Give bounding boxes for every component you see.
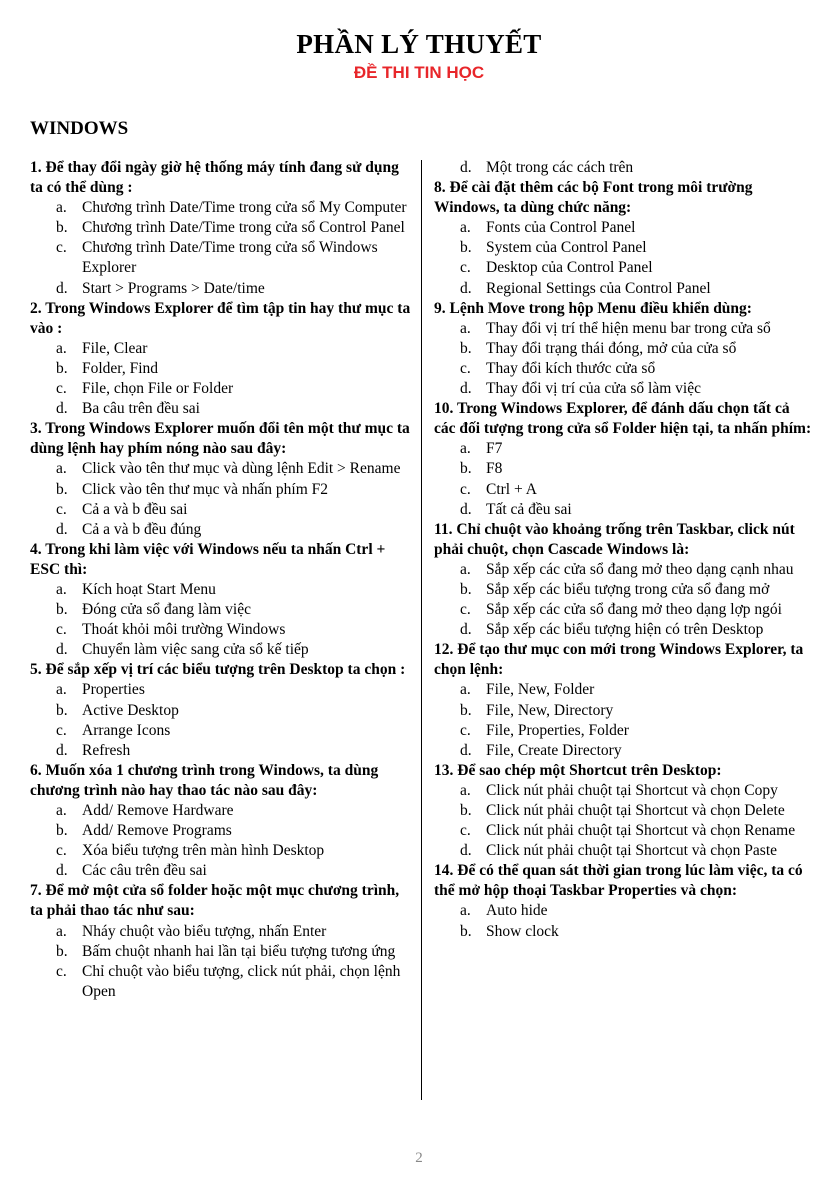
option-text: Tất cả đều sai [486, 500, 572, 518]
answer-option [30, 721, 415, 741]
answer-option [434, 258, 814, 278]
option-text: Click vào tên thư mục và dùng lệnh Edit > Rename [82, 460, 401, 478]
option-label: d. [56, 862, 68, 880]
option-label: a. [56, 922, 67, 940]
option-text: Các câu trên đều sai [82, 862, 207, 880]
option-label: d. [460, 380, 472, 398]
option-label: c. [460, 480, 471, 498]
left-column [30, 158, 415, 1002]
question-text: 5. Để sắp xếp vị trí các biểu tượng trên Desktop ta chọn : [30, 661, 406, 679]
answer-option [434, 279, 814, 299]
option-text: File, New, Directory [486, 701, 614, 719]
answer-option [30, 399, 415, 419]
answer-option [434, 801, 814, 821]
answer-option [30, 680, 415, 700]
right-column [434, 158, 814, 942]
option-label: d. [460, 279, 472, 297]
option-text: Properties [82, 681, 145, 699]
option-label: c. [56, 721, 67, 739]
option-label: d. [56, 741, 68, 759]
answer-option [434, 922, 814, 942]
option-label: a. [460, 219, 471, 237]
option-text: Start > Programs > Date/time [82, 279, 265, 297]
option-text: Sắp xếp các biểu tượng hiện có trên Desktop [486, 621, 764, 639]
answer-option [30, 339, 415, 359]
option-label: b. [460, 922, 472, 940]
option-label: c. [56, 380, 67, 398]
option-label: b. [460, 802, 472, 819]
option-label: b. [460, 580, 472, 598]
answer-option [434, 721, 814, 741]
answer-option [30, 520, 415, 540]
option-label: d. [460, 500, 472, 518]
option-text: Cả a và b đều sai [82, 500, 188, 518]
option-text: Add/ Remove Programs [82, 822, 232, 840]
option-text: File, chọn File or Folder [82, 380, 234, 398]
option-text: Xóa biểu tượng trên màn hình Desktop [82, 842, 325, 860]
question-text: 2. Trong Windows Explorer để tìm tập tin hay thư mục ta vào : [30, 299, 411, 337]
answer-option [30, 801, 415, 821]
answer-option [30, 600, 415, 620]
question-text: 12. Để tạo thư mục con mới trong Windows Explorer, ta chọn lệnh: [434, 641, 804, 679]
answer-option [30, 942, 415, 962]
option-label: a. [460, 319, 471, 337]
option-text: Thoát khỏi môi trường Windows [82, 621, 286, 639]
answer-option [434, 359, 814, 379]
answer-option [434, 500, 814, 520]
option-label: d. [460, 159, 472, 176]
answer-option [30, 962, 415, 1002]
option-label: a. [56, 802, 67, 819]
option-text: Ctrl + A [486, 480, 537, 498]
question-text: 1. Để thay đổi ngày giờ hệ thống máy tính đang sử dụng ta có thể dùng : [30, 159, 399, 197]
question-text: 9. Lệnh Move trong hộp Menu điều khiển dùng: [434, 299, 752, 317]
answer-option [30, 459, 415, 479]
option-label: b. [56, 219, 68, 237]
question-text: 14. Để có thể quan sát thời gian trong lúc làm việc, ta có thể mở hộp thoại Taskbar Properties và chọn: [434, 862, 803, 900]
option-text: Click nút phải chuột tại Shortcut và chọn Delete [486, 802, 785, 819]
option-label: c. [460, 259, 471, 277]
option-label: a. [56, 580, 67, 598]
option-text: Thay đổi vị trí thể hiện menu bar trong cửa sổ [486, 319, 771, 337]
option-label: c. [460, 359, 471, 377]
option-label: c. [460, 721, 471, 739]
question-text: 10. Trong Windows Explorer, để đánh dấu chọn tất cả các đối tượng trong cửa sổ Folder hiện tại, ta nhấn phím: [434, 400, 812, 438]
option-label: b. [56, 359, 68, 377]
option-label: a. [460, 781, 471, 799]
question-text: 7. Để mở một cửa sổ folder hoặc một mục chương trình, ta phải thao tác như sau: [30, 882, 400, 920]
option-label: c. [56, 621, 67, 639]
option-text: Desktop của Control Panel [486, 259, 653, 277]
option-text: Active Desktop [82, 701, 179, 719]
option-text: Ba câu trên đều sai [82, 400, 200, 418]
option-label: b. [56, 942, 68, 960]
option-text: Fonts của Control Panel [486, 219, 636, 237]
question-text: 4. Trong khi làm việc với Windows nếu ta nhấn Ctrl + ESC thì: [30, 540, 386, 578]
answer-option [434, 821, 814, 841]
option-label: d. [56, 279, 68, 297]
option-label: b. [460, 239, 472, 257]
option-text: Chương trình Date/Time trong cửa sổ Windows Explorer [82, 239, 378, 277]
option-text: System của Control Panel [486, 239, 647, 257]
option-label: a. [56, 681, 67, 699]
option-label: a. [460, 681, 471, 699]
option-label: a. [56, 460, 67, 478]
answer-option [434, 701, 814, 721]
option-text: File, Properties, Folder [486, 721, 629, 739]
option-text: Refresh [82, 741, 131, 759]
answer-option [30, 198, 415, 218]
answer-option [434, 459, 814, 479]
option-text: Thay đổi vị trí của cửa sổ làm việc [486, 380, 701, 398]
option-text: Arrange Icons [82, 721, 171, 739]
option-text: Sắp xếp các biểu tượng trong cửa sổ đang mở [486, 580, 770, 598]
answer-option [30, 379, 415, 399]
option-label: b. [56, 822, 68, 840]
option-text: File, New, Folder [486, 681, 595, 699]
answer-option [30, 359, 415, 379]
option-text: Chương trình Date/Time trong cửa sổ Control Panel [82, 219, 405, 237]
question-text: 3. Trong Windows Explorer muốn đổi tên một thư mục ta dùng lệnh hay phím nóng nào sau đây: [30, 420, 410, 458]
answer-option [434, 841, 814, 861]
answer-option [434, 600, 814, 620]
answer-option [30, 238, 415, 278]
option-label: d. [460, 842, 472, 860]
answer-option [30, 500, 415, 520]
page-number: 2 [415, 1150, 423, 1166]
option-text: Bấm chuột nhanh hai lần tại biểu tượng tương ứng [82, 942, 396, 960]
answer-option [434, 339, 814, 359]
option-label: c. [56, 962, 67, 980]
option-label: d. [460, 621, 472, 639]
answer-option [434, 158, 814, 178]
option-text: Đóng cửa sổ đang làm việc [82, 601, 251, 619]
option-label: c. [56, 842, 67, 860]
option-label: d. [56, 520, 68, 538]
answer-option [434, 580, 814, 600]
question-text: 13. Để sao chép một Shortcut trên Desktop: [434, 761, 722, 779]
question-text: 11. Chỉ chuột vào khoảng trống trên Taskbar, click nút phải chuột, chọn Cascade Windows là: [434, 520, 795, 558]
answer-option [30, 640, 415, 660]
answer-option [434, 741, 814, 761]
option-text: F8 [486, 460, 503, 478]
option-text: Folder, Find [82, 359, 159, 377]
answer-option [434, 781, 814, 801]
option-text: Chỉ chuột vào biểu tượng, click nút phải, chọn lệnh Open [82, 962, 401, 1000]
answer-option [434, 379, 814, 399]
option-text: File, Create Directory [486, 741, 622, 759]
answer-option [434, 560, 814, 580]
option-text: Show clock [486, 922, 559, 940]
option-text: Một trong các cách trên [486, 159, 634, 176]
question-text: 6. Muốn xóa 1 chương trình trong Windows, ta dùng chương trình nào hay thao tác nào sau đây: [30, 761, 379, 799]
option-label: b. [460, 701, 472, 719]
option-text: Click nút phải chuột tại Shortcut và chọn Copy [486, 781, 778, 799]
option-label: c. [56, 239, 67, 257]
option-label: b. [56, 701, 68, 719]
answer-option [434, 319, 814, 339]
option-label: a. [56, 339, 67, 357]
option-text: Nháy chuột vào biểu tượng, nhấn Enter [82, 922, 327, 940]
section-heading: WINDOWS [30, 118, 129, 139]
option-text: Sắp xếp các cửa sổ đang mở theo dạng lợp ngói [486, 601, 782, 619]
question-text: 8. Để cài đặt thêm các bộ Font trong môi trường Windows, ta dùng chức năng: [434, 179, 753, 217]
option-label: d. [460, 741, 472, 759]
option-label: b. [460, 460, 472, 478]
answer-option [434, 238, 814, 258]
answer-option [30, 279, 415, 299]
option-label: c. [460, 601, 471, 619]
option-text: Sắp xếp các cửa sổ đang mở theo dạng cạnh nhau [486, 560, 794, 578]
option-label: a. [56, 199, 67, 217]
option-text: Thay đổi trạng thái đóng, mở của cửa sổ [486, 339, 737, 357]
option-label: d. [56, 400, 68, 418]
option-label: b. [56, 480, 68, 498]
answer-option [30, 861, 415, 881]
option-label: d. [56, 641, 68, 659]
option-text: Click nút phải chuột tại Shortcut và chọn Paste [486, 842, 778, 860]
option-label: b. [56, 601, 68, 619]
option-label: c. [460, 822, 471, 840]
option-label: b. [460, 339, 472, 357]
option-text: Cả a và b đều đúng [82, 520, 202, 538]
option-text: Click nút phải chuột tại Shortcut và chọn Rename [486, 822, 796, 840]
answer-option [30, 821, 415, 841]
option-text: F7 [486, 440, 503, 458]
option-text: Chương trình Date/Time trong cửa sổ My Computer [82, 199, 407, 217]
answer-option [434, 620, 814, 640]
answer-option [434, 480, 814, 500]
answer-option [30, 701, 415, 721]
answer-option [30, 922, 415, 942]
answer-option [30, 580, 415, 600]
answer-option [30, 620, 415, 640]
column-divider [421, 160, 422, 1100]
answer-option [30, 218, 415, 238]
option-text: Chuyển làm việc sang cửa sổ kế tiếp [82, 641, 309, 659]
answer-option [30, 480, 415, 500]
option-text: Add/ Remove Hardware [82, 802, 234, 819]
answer-option [434, 439, 814, 459]
option-label: c. [56, 500, 67, 518]
option-text: Regional Settings của Control Panel [486, 279, 711, 297]
option-text: Click vào tên thư mục và nhấn phím F2 [82, 480, 329, 498]
option-label: a. [460, 902, 471, 920]
option-label: a. [460, 440, 471, 458]
answer-option [434, 901, 814, 921]
option-label: a. [460, 560, 471, 578]
page-subtitle: ĐỀ THI TIN HỌC [353, 63, 485, 82]
page-title: PHẦN LÝ THUYẾT [296, 29, 542, 59]
option-text: Kích hoạt Start Menu [82, 580, 216, 598]
answer-option [30, 741, 415, 761]
answer-option [434, 680, 814, 700]
answer-option [30, 841, 415, 861]
option-text: File, Clear [82, 339, 148, 357]
option-text: Thay đổi kích thước cửa sổ [486, 359, 656, 377]
option-text: Auto hide [486, 902, 548, 920]
answer-option [434, 218, 814, 238]
